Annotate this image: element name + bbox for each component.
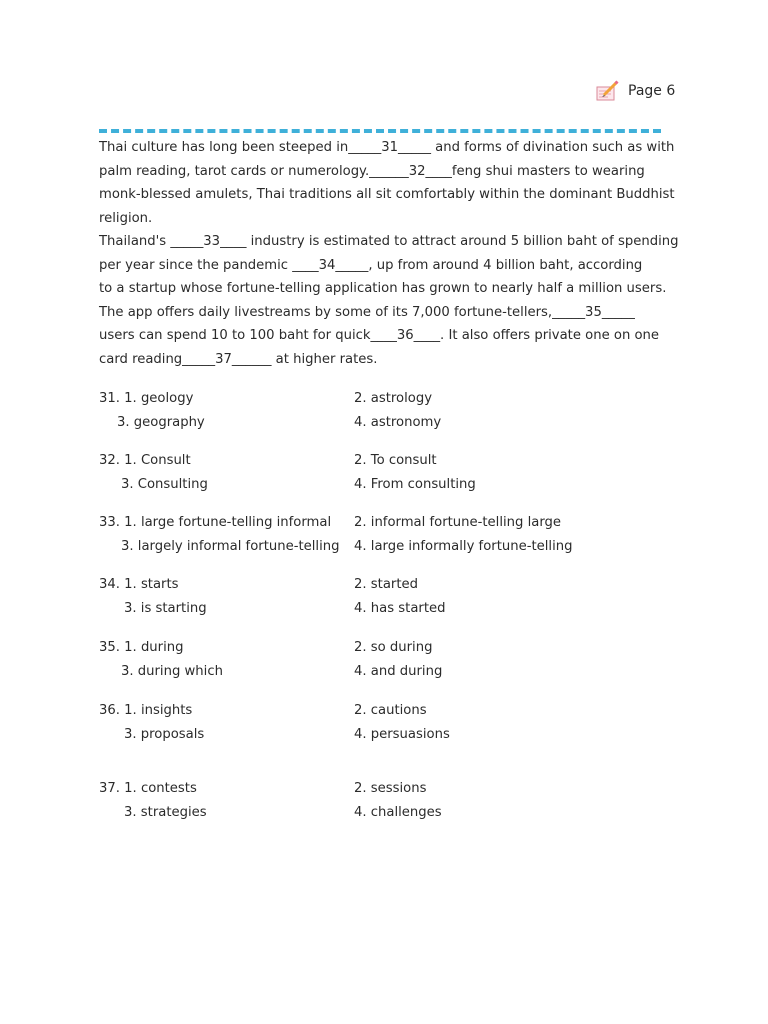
option-2: 2. so during — [354, 640, 433, 655]
option-3: 3. largely informal fortune-telling — [121, 538, 340, 554]
option-4: 4. large informally fortune-telling — [354, 538, 573, 554]
option-2: 2. astrology — [354, 391, 433, 406]
option-4: 4. has started — [354, 600, 446, 616]
question-32 — [99, 449, 659, 496]
option-3: 3. proposals — [124, 726, 205, 742]
passage-line: users can spend 10 to 100 baht for quick____36____. It also offers private one on one — [99, 328, 660, 343]
question-35 — [99, 636, 659, 683]
option-2: 2. started — [354, 577, 418, 592]
passage-line: palm reading, tarot cards or numerology.______32____feng shui masters to wearing — [99, 163, 645, 179]
option-2: 2. sessions — [354, 781, 427, 796]
question-31 — [99, 387, 659, 434]
option-3: 3. during which — [121, 663, 223, 679]
option-1: 33. 1. large fortune-telling informal — [99, 515, 332, 530]
option-1: 35. 1. during — [99, 640, 184, 655]
option-1: 34. 1. starts — [99, 577, 179, 592]
option-2: 2. To consult — [354, 453, 437, 468]
option-4: 4. challenges — [354, 804, 442, 820]
option-1: 36. 1. insights — [99, 703, 193, 718]
passage-line: monk-blessed amulets, Thai traditions all sit comfortably within the dominant Buddhist — [99, 187, 675, 202]
passage-line: Thailand's _____33____ industry is estimated to attract around 5 billion baht of spending — [99, 234, 679, 249]
notepad-pencil-icon — [596, 80, 620, 102]
passage-line: to a startup whose fortune-telling application has grown to nearly half a million users. — [99, 281, 667, 296]
option-1: 31. 1. geology — [99, 391, 194, 406]
reading-passage — [99, 136, 679, 371]
option-3: 3. Consulting — [121, 476, 208, 492]
option-3: 3. geography — [117, 414, 205, 430]
question-37 — [99, 777, 659, 824]
page-number: Page 6 — [628, 83, 676, 99]
page-header — [596, 80, 675, 102]
passage-line: The app offers daily livestreams by some of its 7,000 fortune-tellers,_____35_____ — [99, 304, 635, 320]
question-33 — [99, 511, 659, 558]
option-4: 4. astronomy — [354, 414, 442, 430]
passage-line: Thai culture has long been steeped in_____31_____ and forms of divination such as with — [99, 140, 675, 155]
option-2: 2. informal fortune-telling large — [354, 515, 561, 530]
option-3: 3. strategies — [124, 804, 207, 820]
option-3: 3. is starting — [124, 600, 207, 616]
passage-line: per year since the pandemic ____34_____, up from around 4 billion baht, according — [99, 257, 643, 273]
question-34 — [99, 573, 659, 620]
question-36 — [99, 699, 659, 746]
option-4: 4. and during — [354, 663, 443, 679]
section-divider — [99, 129, 661, 133]
option-1: 37. 1. contests — [99, 781, 197, 796]
passage-line: card reading_____37______ at higher rates. — [99, 351, 378, 367]
option-1: 32. 1. Consult — [99, 453, 191, 468]
option-4: 4. persuasions — [354, 726, 450, 742]
option-2: 2. cautions — [354, 703, 427, 718]
option-4: 4. From consulting — [354, 476, 476, 492]
passage-line: religion. — [99, 210, 153, 226]
